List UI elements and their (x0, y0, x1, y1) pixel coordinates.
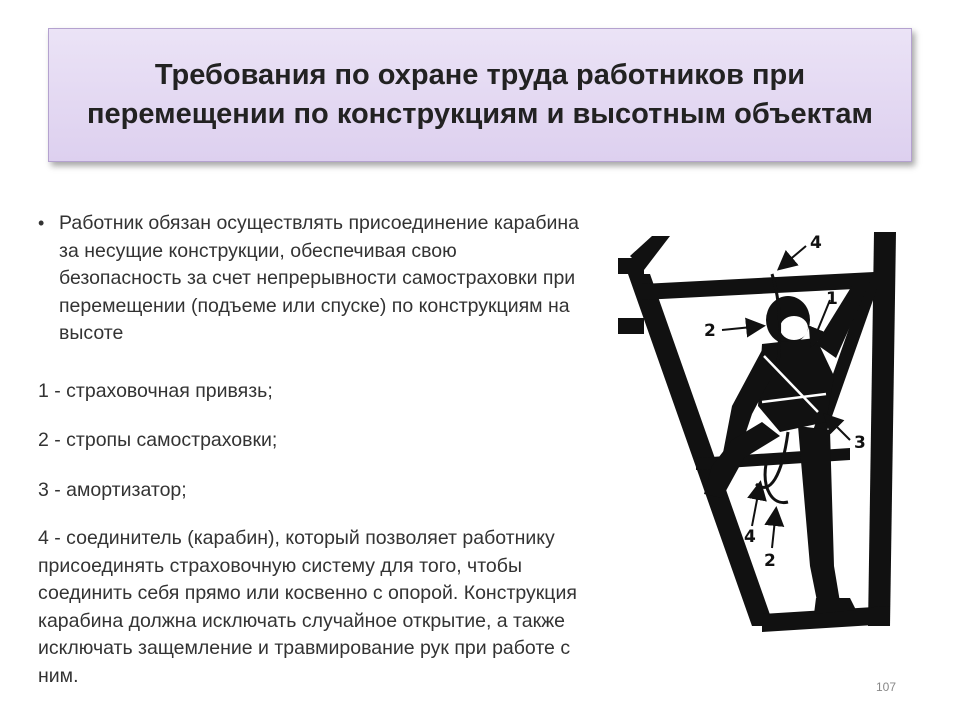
arrow-4-bottom (752, 484, 760, 526)
legend-item-4: 4 - соединитель (карабин), который позволяет работнику присоединять страховочную систему для того, чтобы соединить себя прямо или косвенно с опорой. Конструкция карабина должна исключать случайное открытие, а также исключать защемление и травмирование рук при работе с ним. (38, 527, 577, 687)
callout-number-4-bottom: 4 (744, 527, 756, 547)
arrow-2-bottom (772, 510, 776, 548)
frame-bracket-top (618, 258, 644, 274)
lanyard-loop (765, 464, 788, 503)
bullet-icon: • (38, 213, 45, 233)
arrow-2-top (722, 326, 762, 330)
title-banner (48, 28, 912, 162)
callout-number-2-top: 2 (704, 321, 716, 341)
harness-figure-svg (612, 226, 902, 644)
legend-item-1: 1 - страховочная привязь; (38, 380, 273, 402)
callout-number-4-top: 4 (810, 233, 822, 253)
bullet-text: Работник обязан осуществлять присоединение карабина за несущие конструкции, обеспечивая свою безопасность за счет непрерывности самостраховки при перемещении (подъеме или спуске) по конструкциям на высоте (59, 212, 580, 344)
safety-harness-illustration (612, 226, 902, 644)
legend-item-2: 2 - стропы самостраховки; (38, 429, 278, 451)
arrow-4-top (780, 246, 806, 268)
slide-title: Требования по охране труда работников при перемещении по конструкциям и высотным объектам (87, 59, 873, 130)
callout-number-3: 3 (854, 433, 866, 453)
worker-face (780, 316, 808, 340)
frame-bracket-bottom (618, 318, 644, 334)
frame-top-bar (642, 272, 874, 300)
legend-item-3: 3 - амортизатор; (38, 479, 187, 501)
callout-number-1: 1 (826, 289, 838, 309)
worker-torso (758, 338, 834, 432)
bullet-paragraph (38, 210, 583, 348)
page-number: 107 (876, 680, 897, 694)
callout-number-2-bottom: 2 (764, 551, 776, 571)
